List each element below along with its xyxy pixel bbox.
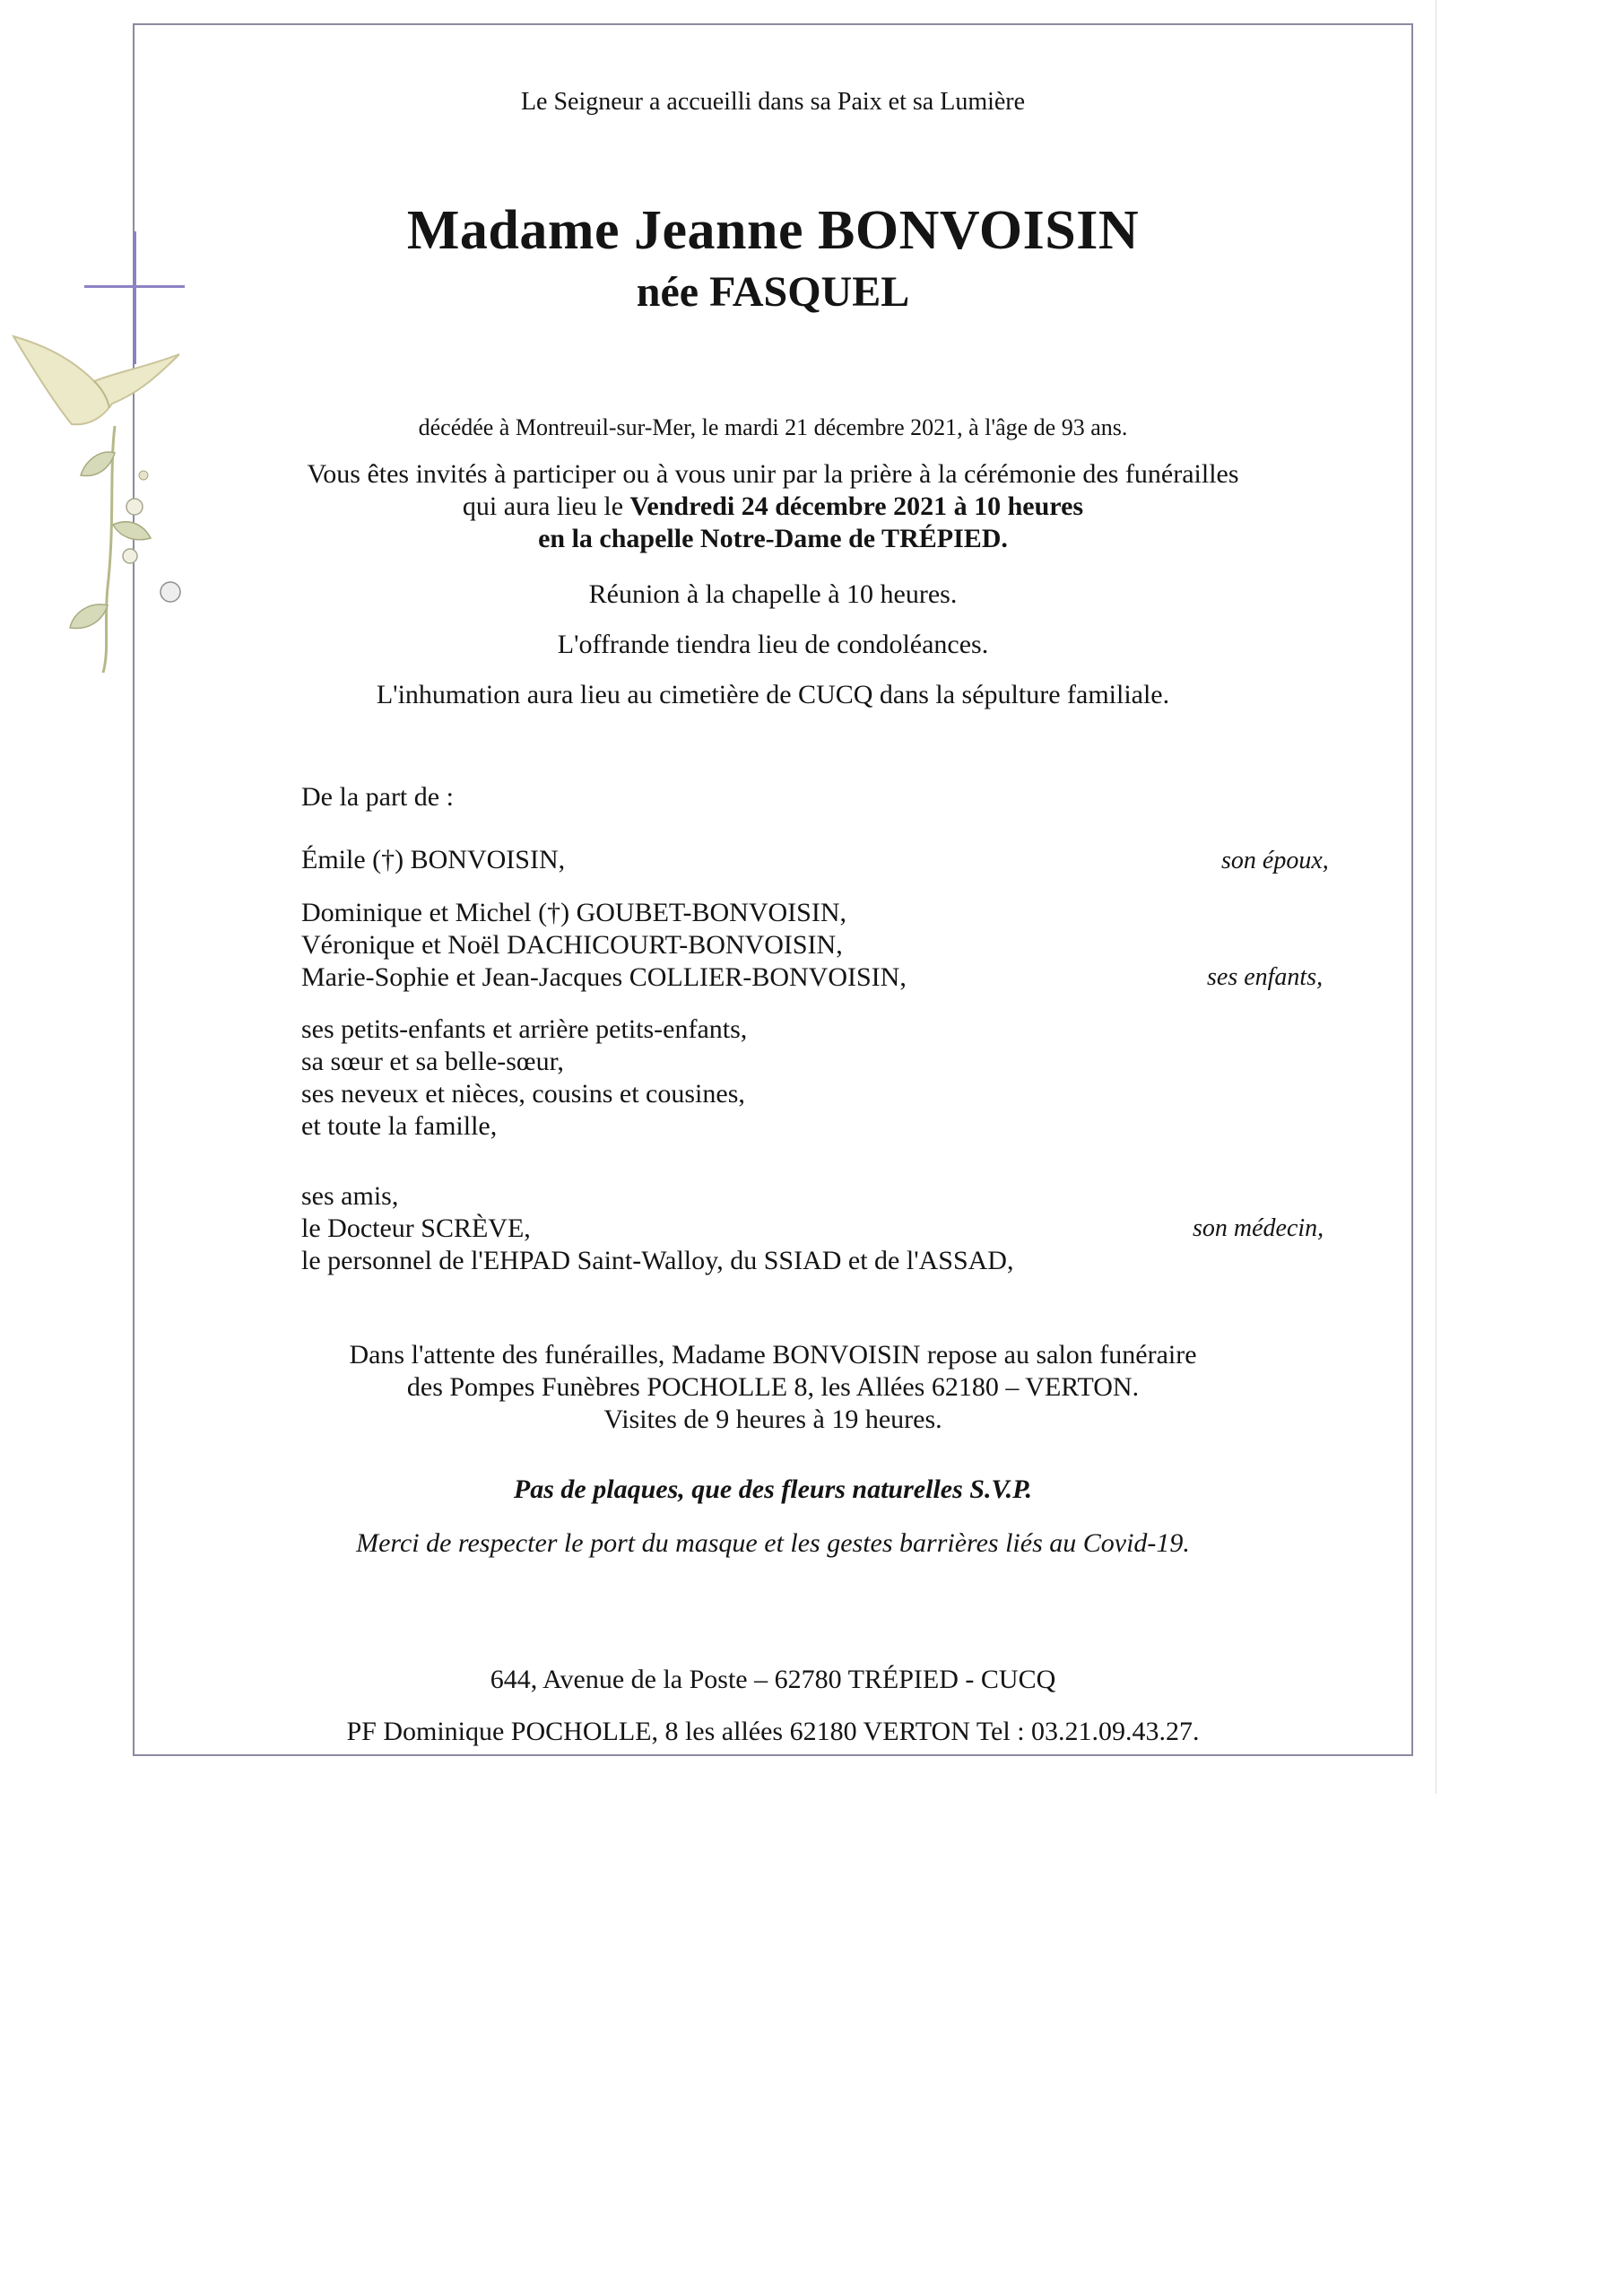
family-line: Véronique et Noël DACHICOURT-BONVOISIN, [301, 930, 843, 960]
family-line: le Docteur SCRÈVE, [301, 1213, 531, 1243]
family-line: Marie-Sophie et Jean-Jacques COLLIER-BONVOISIN, [301, 962, 907, 992]
family-line: et toute la famille, [301, 1111, 498, 1141]
family-line: le personnel de l'EHPAD Saint-Walloy, du SSIAD et de l'ASSAD, [301, 1246, 1014, 1275]
burial-note: L'inhumation aura lieu au cimetière de CUCQ dans la sépulture familiale. [376, 680, 1170, 709]
covid-note: Merci de respecter le port du masque et les gestes barrières liés au Covid-19. [356, 1528, 1190, 1558]
visitation-line-2: des Pompes Funèbres POCHOLLE 8, les Allées 62180 – VERTON. [406, 1372, 1140, 1402]
funeral-home-contact: PF Dominique POCHOLLE, 8 les allées 62180 VERTON Tel : 03.21.09.43.27. [346, 1717, 1200, 1746]
intro-line: Le Seigneur a accueilli dans sa Paix et sa Lumière [520, 88, 1026, 116]
ceremony-invitation: Vous êtes invités à participer ou à vous unir par la prière à la cérémonie des funérailles [307, 459, 1239, 489]
family-group-spouse [301, 845, 565, 875]
family-line: Émile (†) BONVOISIN, [301, 845, 566, 874]
visitation-hours: Visites de 9 heures à 19 heures. [603, 1405, 942, 1434]
ceremony-date: qui aura lieu le Vendredi 24 décembre 2021 à 10 heures [462, 491, 1084, 521]
maiden-name: née FASQUEL [636, 268, 910, 316]
flowers-note: Pas de plaques, que des fleurs naturelles S.V.P. [513, 1474, 1033, 1504]
role-children: ses enfants, [1207, 963, 1324, 991]
role-spouse: son époux, [1221, 847, 1329, 874]
deceased-name: Madame Jeanne BONVOISIN [406, 200, 1140, 261]
family-line: sa sœur et sa belle-sœur, [301, 1047, 564, 1076]
family-group-relatives [301, 1013, 747, 1143]
family-group-friends [301, 1180, 1013, 1277]
family-line: Dominique et Michel (†) GOUBET-BONVOISIN, [301, 898, 846, 927]
visitation-line-1: Dans l'attente des funérailles, Madame BONVOISIN repose au salon funéraire [349, 1340, 1197, 1370]
death-notice: décédée à Montreuil-sur-Mer, le mardi 21 décembre 2021, à l'âge de 93 ans. [418, 414, 1128, 440]
offering-note: L'offrande tiendra lieu de condoléances. [557, 630, 989, 659]
family-line: ses neveux et nièces, cousins et cousines, [301, 1079, 745, 1109]
role-doctor: son médecin, [1193, 1214, 1324, 1242]
family-line: ses amis, [301, 1181, 399, 1211]
family-intro: De la part de : [301, 782, 454, 812]
meeting-time: Réunion à la chapelle à 10 heures. [588, 579, 958, 609]
ceremony-place: en la chapelle Notre-Dame de TRÉPIED. [538, 524, 1008, 553]
address: 644, Avenue de la Poste – 62780 TRÉPIED - CUCQ [490, 1665, 1056, 1694]
family-group-children [301, 897, 907, 994]
family-line: ses petits-enfants et arrière petits-enfants, [301, 1014, 748, 1044]
